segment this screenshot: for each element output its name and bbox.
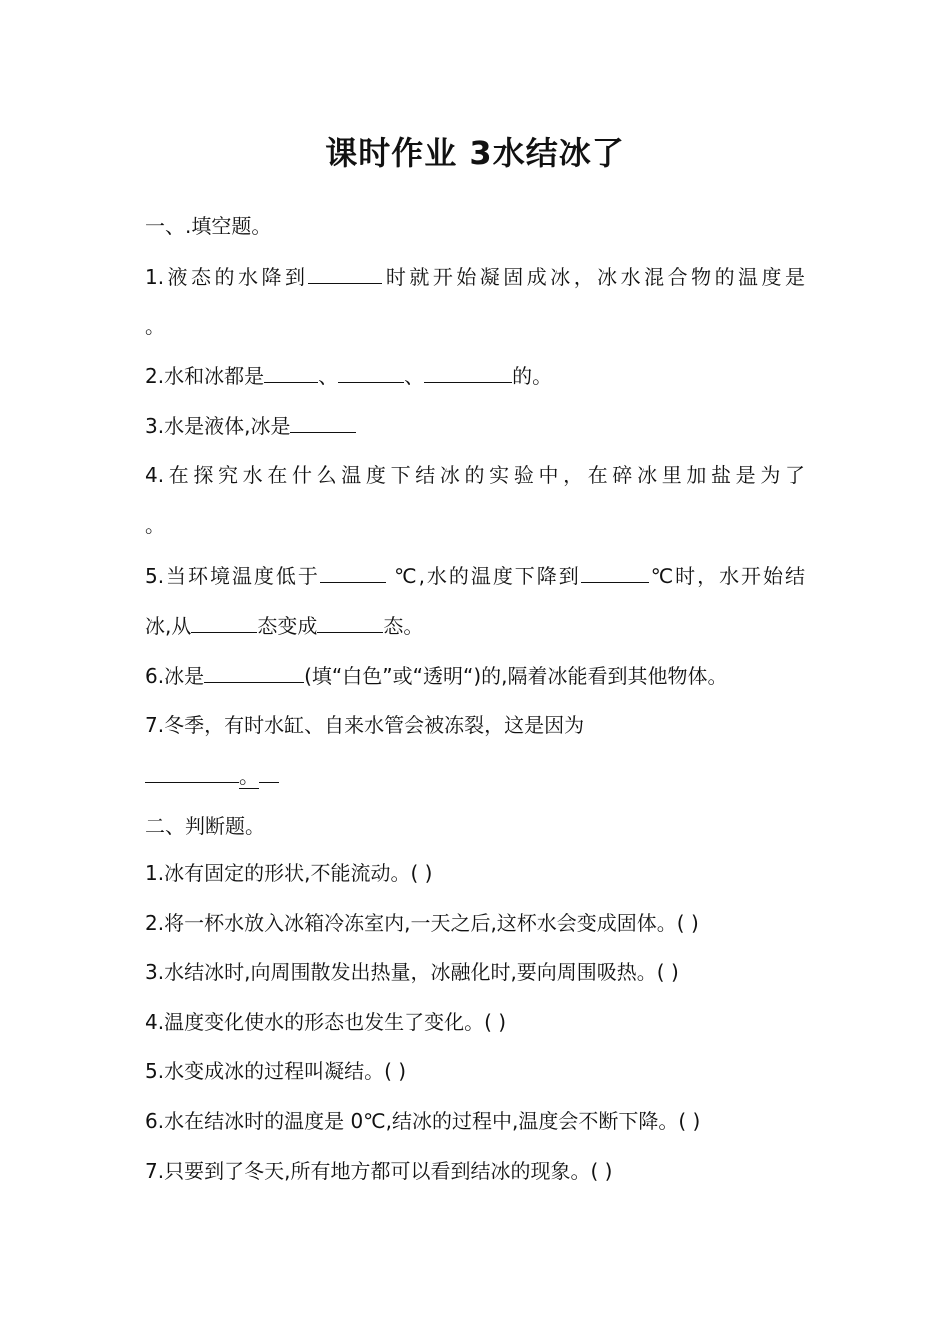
question-5-part-e: 态变成 <box>257 614 318 638</box>
question-5-part-a: 5.当环境温度低于 <box>145 564 320 588</box>
question-1 <box>145 263 805 290</box>
question-3-part-a: 3.水是液体,冰是 <box>145 414 291 438</box>
question-1-part-b: 时就开始凝固成冰，冰水混合物的温度是 <box>382 265 805 289</box>
answer-blank[interactable] <box>581 562 649 583</box>
answer-blank[interactable] <box>204 662 304 683</box>
answer-blank[interactable] <box>191 612 257 633</box>
question-5-part-d: 冰,从 <box>145 614 192 638</box>
question-4 <box>145 462 805 488</box>
section2-heading: 二、判断题。 <box>145 814 265 838</box>
answer-blank[interactable] <box>320 562 386 583</box>
answer-blank[interactable] <box>308 263 382 284</box>
question-5 <box>145 562 805 589</box>
question-1-part-a: 1.液态的水降到 <box>145 265 309 289</box>
question-1-end: 。 <box>145 314 165 338</box>
judgement-item-3: 3.水结冰时,向周围散发出热量，冰融化时,要向周围吸热。( ) <box>145 960 679 984</box>
answer-blank[interactable] <box>264 362 318 383</box>
question-6-part-b: (填“白色”或“透明“)的,隔着冰能看到其他物体。 <box>304 664 728 688</box>
question-5-part-b: ℃,水的温度下降到 <box>385 564 581 588</box>
judgement-item-5: 5.水变成冰的过程叫凝结。( ) <box>145 1059 407 1083</box>
answer-blank[interactable] <box>338 362 404 383</box>
question-4-end: 。 <box>145 513 165 537</box>
question-7-answer-line <box>145 762 279 789</box>
answer-blank[interactable] <box>424 362 512 383</box>
question-2-end: 的。 <box>512 364 553 388</box>
answer-blank[interactable] <box>290 412 356 433</box>
question-5-part-f: 态。 <box>383 614 424 638</box>
question-6-part-a: 6.冰是 <box>145 664 205 688</box>
page-title: 课时作业 3水结冰了 <box>325 134 625 172</box>
judgement-item-1: 1.冰有固定的形状,不能流动。( ) <box>145 861 433 885</box>
question-3 <box>145 412 356 439</box>
question-7: 7.冬季，有时水缸、自来水管会被冻裂，这是因为 <box>145 713 585 737</box>
judgement-item-6: 6.水在结冰时的温度是 0℃,结冰的过程中,温度会不断下降。( ) <box>145 1109 701 1133</box>
question-5-continued <box>145 612 423 639</box>
judgement-item-2: 2.将一杯水放入冰箱冷冻室内,一天之后,这杯水会变成固体。( ) <box>145 911 699 935</box>
question-6 <box>145 662 728 689</box>
answer-blank[interactable] <box>259 762 279 783</box>
section1-heading: 一、.填空题。 <box>145 214 272 238</box>
answer-blank[interactable] <box>317 612 383 633</box>
question-5-part-c: ℃时，水开始结 <box>648 564 805 588</box>
question-2-separator: 、 <box>404 364 425 388</box>
question-2-part-a: 2.水和冰都是 <box>145 364 265 388</box>
answer-blank[interactable] <box>145 762 239 783</box>
judgement-item-4: 4.温度变化使水的形态也发生了变化。( ) <box>145 1010 507 1034</box>
question-2 <box>145 362 552 389</box>
judgement-item-7: 7.只要到了冬天,所有地方都可以看到结冰的现象。( ) <box>145 1159 613 1183</box>
question-2-separator: 、 <box>318 364 339 388</box>
question-4-part-a: 4.在探究水在什么温度下结冰的实验中，在碎冰里加盐是为了 <box>145 463 805 487</box>
question-7-end: 。 <box>239 764 259 788</box>
